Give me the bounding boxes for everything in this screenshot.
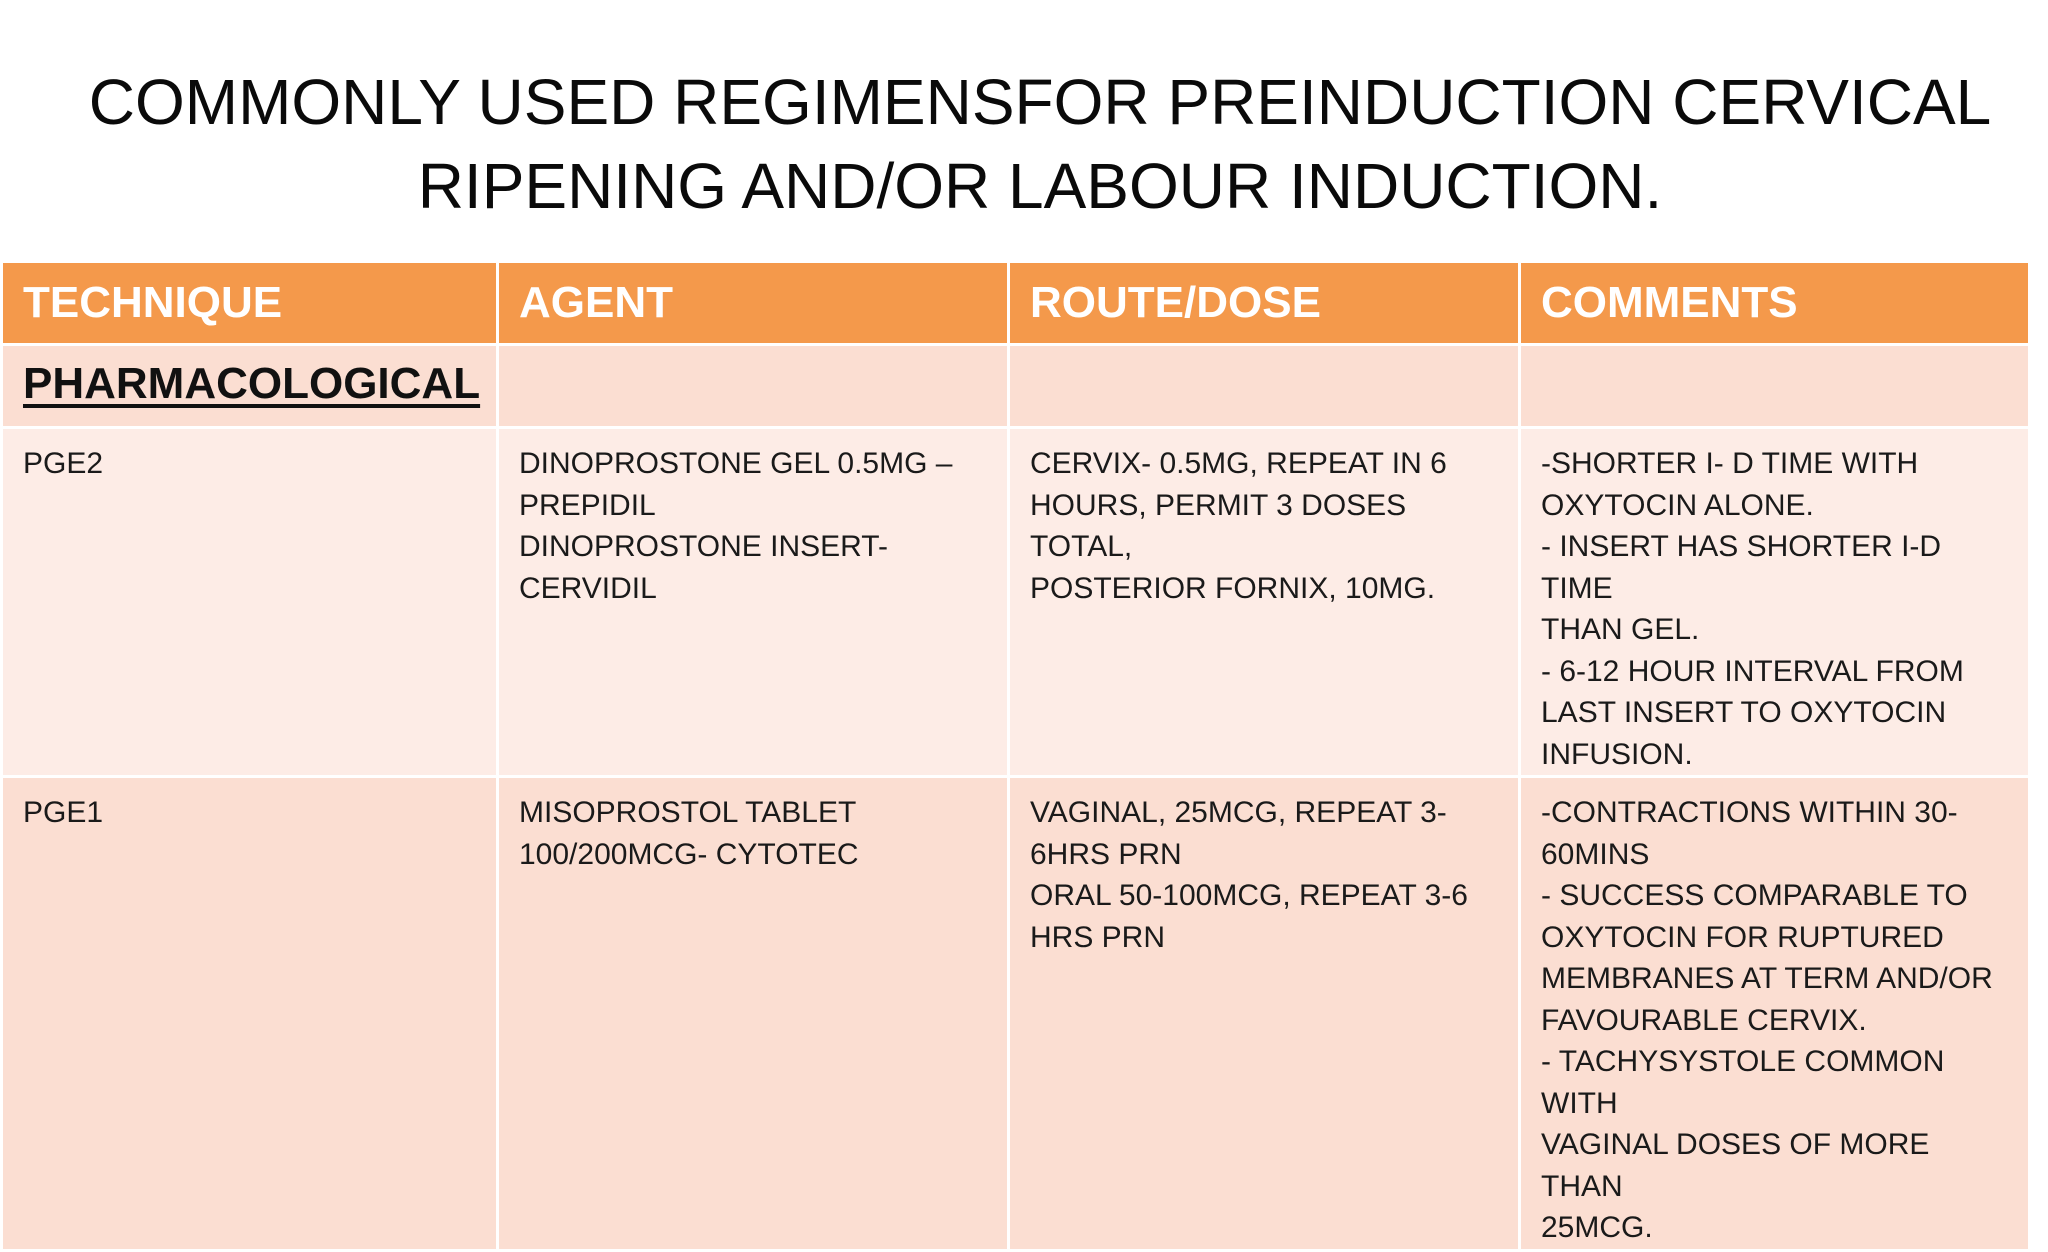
section-label: PHARMACOLOGICAL	[23, 358, 481, 408]
technique-cell: PGE1	[2, 777, 498, 1251]
comments-cell: -CONTRACTIONS WITHIN 30- 60MINS - SUCCESS COMPARABLE TO OXYTOCIN FOR RUPTURED MEMBRANES AT TERM AND/OR FAVOURABLE CERVIX. - TACHYSYSTOLE COMMON WITH VAGINAL DOSES OF MORE THAN 25MCG.	[1520, 777, 2030, 1251]
empty-cell	[1009, 345, 1520, 428]
header-comments: COMMENTS	[1520, 262, 2030, 345]
regimens-table	[0, 260, 2031, 1252]
section-cell	[2, 345, 498, 428]
slide-title	[80, 60, 2000, 228]
section-row	[2, 345, 2030, 428]
route-dose-cell: VAGINAL, 25MCG, REPEAT 3- 6HRS PRN ORAL 50-100MCG, REPEAT 3-6 HRS PRN	[1009, 777, 1520, 1251]
slide-title-line-2: RIPENING AND/OR LABOUR INDUCTION.	[417, 150, 1663, 222]
technique-cell: PGE2	[2, 428, 498, 777]
table-row	[2, 777, 2030, 1251]
comments-cell: -SHORTER I- D TIME WITH OXYTOCIN ALONE. - INSERT HAS SHORTER I-D TIME THAN GEL. - 6-12 HOUR INTERVAL FROM LAST INSERT TO OXYTOCIN INFUSION.	[1520, 428, 2030, 777]
agent-cell: DINOPROSTONE GEL 0.5MG – PREPIDIL DINOPROSTONE INSERT- CERVIDIL	[498, 428, 1009, 777]
header-agent: AGENT	[498, 262, 1009, 345]
slide-title-line-1: COMMONLY USED REGIMENSFOR PREINDUCTION CERVICAL	[88, 66, 1992, 138]
table-row	[2, 428, 2030, 777]
table-header-row	[2, 262, 2030, 345]
agent-cell: MISOPROSTOL TABLET 100/200MCG- CYTOTEC	[498, 777, 1009, 1251]
empty-cell	[1520, 345, 2030, 428]
route-dose-cell: CERVIX- 0.5MG, REPEAT IN 6 HOURS, PERMIT 3 DOSES TOTAL, POSTERIOR FORNIX, 10MG.	[1009, 428, 1520, 777]
header-route-dose: ROUTE/DOSE	[1009, 262, 1520, 345]
empty-cell	[498, 345, 1009, 428]
header-technique: TECHNIQUE	[2, 262, 498, 345]
